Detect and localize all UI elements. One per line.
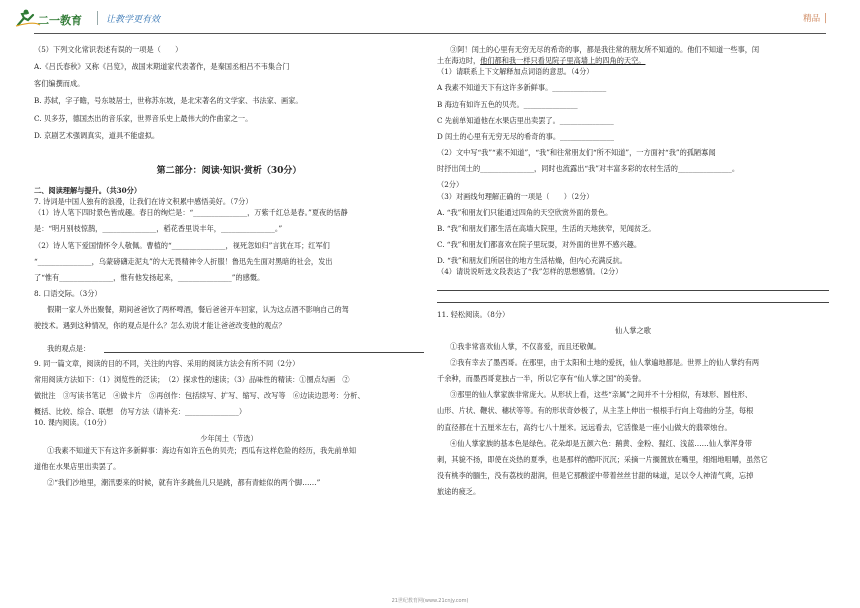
q5-option-c: C. 贝多芬，德国杰出的音乐家，世界音乐史上最伟大的作曲家之一。 [34,113,253,123]
brand-name: 二一教育 [38,14,82,27]
answer-line [437,302,829,303]
answer-line [104,352,424,353]
q5-option-a-line2: 客们编撰而成。 [34,79,85,89]
r3-option-b: B. “我”和朋友们都生活在高墙大院里，生活的天地狭窄，见闻贫乏。 [437,223,656,233]
r1-item-d: D 闰土的心里有无穷无尽的希奇的事。_______________ [437,131,614,141]
q7-2-line1: （2）诗人笔下爱国情怀令人敬佩。曹植的“_______________，视死忽如归”言犹在耳；红军们 [34,240,330,250]
q8-text-line1: 假期一家人外出聚餐，期间爸爸饮了两杯啤酒，餐后爸爸开车回家，认为这点酒不影响自己的驾 [47,305,349,315]
brand-slogan: 让教学更有效 [106,15,161,25]
page-footer: 21世纪教育网(www.21cnjy.com) [391,598,469,604]
r1-item-b: B 海边有如许五色的贝壳。_______________ [437,99,578,109]
story-para1-line2: 道他在水果店里出卖罢了。 [34,461,121,471]
r1-item-c: C 先前单知道他在水果店里出卖罢了。_______________ [437,115,614,125]
r3-option-a: A. “我”和朋友们只能通过四角的天空欣赏外面的景色。 [437,207,613,217]
essay-para4-line1: ④仙人掌家族的基本色是绿色。花朵却是五颜六色：鹅黄、金粉、猩红、浅蓝……仙人掌浑身带 [450,438,752,448]
r2-line2: 时抒出闰土的_______________，同时也流露出“我”对丰富多彩的农村生活的_______________。 [437,164,740,174]
q7-1-line2: 是：“明月别枝惊鹊，_______________，稻花香里说丰年，_______________。” [34,224,283,234]
q9-stem: 9. 同一篇文章，阅读的目的不同，关注的内容、采用的阅读方法会有所不同（2分） [34,358,300,368]
r3-stem: （3）对画线句理解正确的一项是（ ）（2分） [437,191,594,201]
q8-text-line2: 驶技术。遇到这种情况，你的观点是什么？怎么劝说才能让爸爸改变他的观点？ [34,321,286,331]
q5-option-b: B. 苏轼，字子瞻，号东坡居士，世称苏东坡，是北宋著名的文学家、书法家、画家。 [34,96,303,106]
q8-answer-label: 我的观点是： [47,344,91,354]
right-column [437,44,829,497]
q7-2-line3: 了“惟有_______________，惟有他发扬起来，_______________”的感慨。 [34,272,265,282]
q8-stem: 8. 口语交际。（3分） [34,288,102,298]
page-header [0,0,860,34]
r3-option-c: C. “我”和朋友们都喜欢在院子里玩耍，对外面的世界不感兴趣。 [437,240,642,250]
q5-stem: （5）下列文化常识表述有误的一项是（ ） [34,45,183,54]
left-column [34,44,424,488]
r2-points: （2分） [437,180,464,190]
header-divider [97,11,98,25]
q7-stem: 7. 诗词是中国人独有的浪漫，让我们在诗文积累中感悟美好。（7分） [34,197,253,207]
story-para3-line2 [437,55,829,66]
q11-stem: 11. 轻松阅读。（8分） [437,309,510,319]
essay-para1: ①我非常喜欢仙人掌，不仅喜爱，而且还敬佩。 [450,341,601,351]
essay-para2-line1: ②我有幸去了墨西哥。在那里，由于太阳和土地的爱抚，仙人掌遍地都是。世界上的仙人掌约有两 [450,357,760,367]
essay-para4-line4: 旅途的疲乏。 [437,487,481,497]
part2-title: 第二部分：阅读·知识·赏析（30分） [156,165,302,176]
q9-line1: 常用阅读方法如下：（1）浏览性的泛读； （2）探求性的速读；（3）品味性的精读：①圈点勾画 ② [34,374,350,384]
underlined-sentence: 他们都和我一样只看见院子里高墙上的四角的天空。 [480,56,646,66]
answer-line [437,290,829,291]
story-para1-line1: ①我素不知道天下有这许多新鲜事：海边有如许五色的贝壳；西瓜有这样危险的经历，我先前单知 [47,445,357,455]
r1-item-a: A 我素不知道天下有这许多新鲜事。_______________ [437,83,607,93]
story-para2: ②“我们沙地里，潮汛要来的时候，就有许多跳鱼儿只是跳，都有青蛙似的两个脚……” [47,477,321,487]
story-para3-line1: ③阿！闰土的心里有无穷无尽的希奇的事，都是我往常的朋友所不知道的。他们不知道一些事，闰 [450,45,760,54]
header-rule [34,33,826,34]
essay-para2-line2: 千余种，而墨西哥竟独占一半，所以它享有“仙人掌之国”的美誉。 [437,374,646,384]
story-title: 少年闰土（节选） [200,434,258,444]
q9-line2: 做批注 ③写读书笔记 ④做卡片 ⑤再创作：包括续写、扩写、缩写、改写等 ⑥边读边思考：分析、 [34,390,365,400]
r3-option-d: D. “我”和朋友们所居住的地方生活枯燥，但内心充满反抗。 [437,256,627,266]
essay-para3-line3: 的直径都在十五厘米左右，高约七八十厘米。远远看去，它活像是一座小山做大的翡翠烛台。 [437,422,732,432]
essay-title: 仙人掌之歌 [615,325,651,335]
quality-tag: 精品 │ [803,14,828,24]
essay-para4-line3: 没有桃李的腼生，没有荔枝的甜润，但是它那酸涩中带着丝丝甘甜的味道，足以令人神清气爽，忘掉 [437,471,754,481]
q5-option-a-line1: A.《吕氏春秋》又称《吕览》，战国末期道家代表著作，是秦国丞相吕不韦集合门 [34,62,290,72]
r2-line1: （2）文中写“我”“素不知道”，“我”和往常朋友们“所不知道”，一方面衬“我”的孤陋寡闻 [437,148,716,158]
para3-prefix: 土在海边时， [437,56,481,66]
q7-1-line1: （1）诗人笔下四时景色皆成趣。春日的绚烂是：“_______________，万紫千红总是春。”夏夜的恬静 [34,208,348,218]
q10-stem: 10. 课内阅读。（10分） [34,418,111,428]
section-heading: 二、阅读理解与提升。（共30分） [34,185,142,195]
q5-option-d: D. 京剧艺术强调真实，道具不能虚拟。 [34,130,160,140]
q7-2-line2: “_______________，乌蒙磅礴走泥丸”的大无畏精神令人折服！鲁迅先生面对黑暗的社会，发出 [34,256,333,266]
q9-line3: 概括、比较、综合、联想 仿写方法（请补充：_______________） [34,407,247,417]
essay-para3-line1: ③那里的仙人掌家族非常庞大。从形状上看，这些“亲属”之间并不十分相似，有球形、圆柱形、 [450,390,753,400]
essay-para4-line2: 刺，其貌不扬，即使在炎热的夏季，也是那样的酷吓沉沉；采摘一片搁置放在嘴里，细细地咀嚼，虽然它 [437,454,768,464]
r4-stem: （4）请说说听选文段表达了“我”怎样的思想感情。（2分） [437,267,623,277]
r1-stem: （1）请联系上下文解释加点词语的意思。（4分） [437,67,594,77]
essay-para3-line2: 山形、片状、鞭状、穗状等等。有的形状奇妙极了，从主茎上伸出一根根手行向上弯曲的分茎，每根 [437,406,754,416]
